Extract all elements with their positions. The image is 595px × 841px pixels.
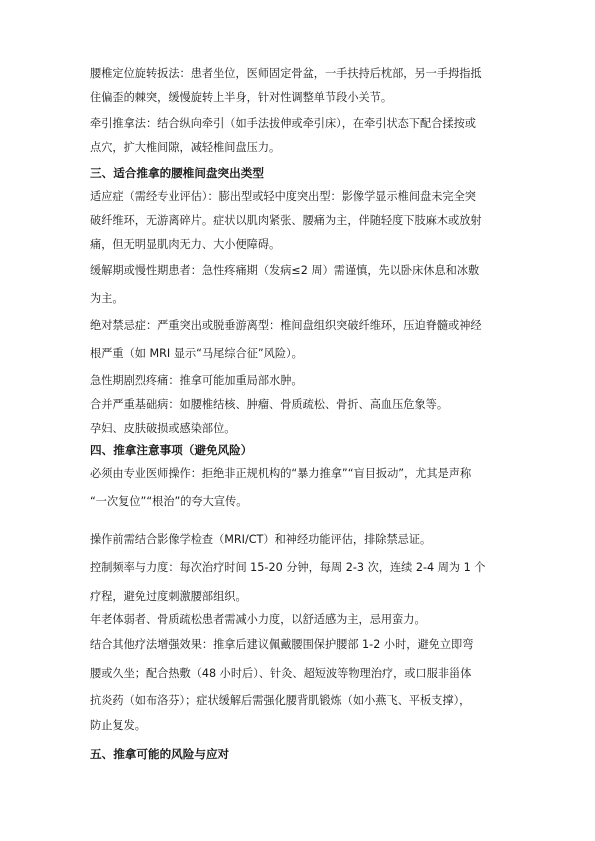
section-heading: 五、推拿可能的风险与应对 xyxy=(90,747,230,761)
paragraph-line: 合并严重基础病：如腰椎结核、肿瘤、骨质疏松、骨折、高血压危象等。 xyxy=(90,398,449,411)
paragraph-line: 年老体弱者、骨质疏松患者需减小力度，以舒适感为主，忌用蛮力。 xyxy=(90,613,426,626)
paragraph-line: 痛，但无明显肌肉无力、大小便障碍。 xyxy=(90,238,281,251)
paragraph-line: 必须由专业医师操作：拒绝非正规机构的“暴力推拿”“盲目扳动”，尤其是声称 xyxy=(90,467,472,480)
paragraph-line: 控制频率与力度：每次治疗时间 15-20 分钟，每周 2-3 次，连续 2-4 周为 1 个 xyxy=(90,561,486,574)
section-heading: 四、推拿注意事项（避免风险） xyxy=(90,443,253,457)
paragraph-line: “一次复位”“根治”的夸大宣传。 xyxy=(90,495,248,508)
paragraph-line: 住偏歪的棘突，缓慢旋转上半身，针对性调整单节段小关节。 xyxy=(90,91,393,104)
paragraph-line: 防止复发。 xyxy=(90,719,146,732)
paragraph-line: 腰或久坐；配合热敷（48 小时后）、针灸、超短波等物理治疗，或口服非甾体 xyxy=(90,667,472,680)
paragraph-line: 破纤维环，无游离碎片。症状以肌肉紧张、腰痛为主，伴随轻度下肢麻木或放射 xyxy=(90,214,482,227)
paragraph-line: 绝对禁忌症：严重突出或脱垂游离型：椎间盘组织突破纤维环，压迫脊髓或神经 xyxy=(90,319,482,332)
paragraph-line: 牵引推拿法：结合纵向牵引（如手法拔伸或牵引床），在牵引状态下配合揉按或 xyxy=(90,117,476,130)
paragraph-line: 为主。 xyxy=(90,292,124,305)
section-heading: 三、适合推拿的腰椎间盘突出类型 xyxy=(90,166,264,180)
paragraph-line: 点穴，扩大椎间隙，减轻椎间盘压力。 xyxy=(90,141,281,154)
paragraph-line: 急性期剧烈疼痛：推拿可能加重局部水肿。 xyxy=(90,374,303,387)
paragraph-line: 缓解期或慢性期患者：急性疼痛期（发病≤2 周）需谨慎，先以卧床休息和冰敷 xyxy=(90,264,480,277)
paragraph-line: 根严重（如 MRI 显示“马尾综合征”风险）。 xyxy=(90,347,303,360)
paragraph-line: 腰椎定位旋转扳法：患者坐位，医师固定骨盆，一手扶持后枕部，另一手拇指抵 xyxy=(90,67,482,80)
paragraph-line: 操作前需结合影像学检查（MRI/CT）和神经功能评估，排除禁忌证。 xyxy=(90,533,432,546)
paragraph-line: 疗程，避免过度刺激腰部组织。 xyxy=(90,590,247,603)
paragraph-line: 适应症（需经专业评估）：膨出型或轻中度突出型：影像学显示椎间盘未完全突 xyxy=(90,190,476,203)
paragraph-line: 结合其他疗法增强效果：推拿后建议佩戴腰围保护腰部 1-2 小时，避免立即弯 xyxy=(90,638,474,651)
paragraph-line: 抗炎药（如布洛芬）；症状缓解后需强化腰背肌锻炼（如小燕飞、平板支撑）， xyxy=(90,694,471,707)
paragraph-line: 孕妇、皮肤破损或感染部位。 xyxy=(90,422,236,435)
